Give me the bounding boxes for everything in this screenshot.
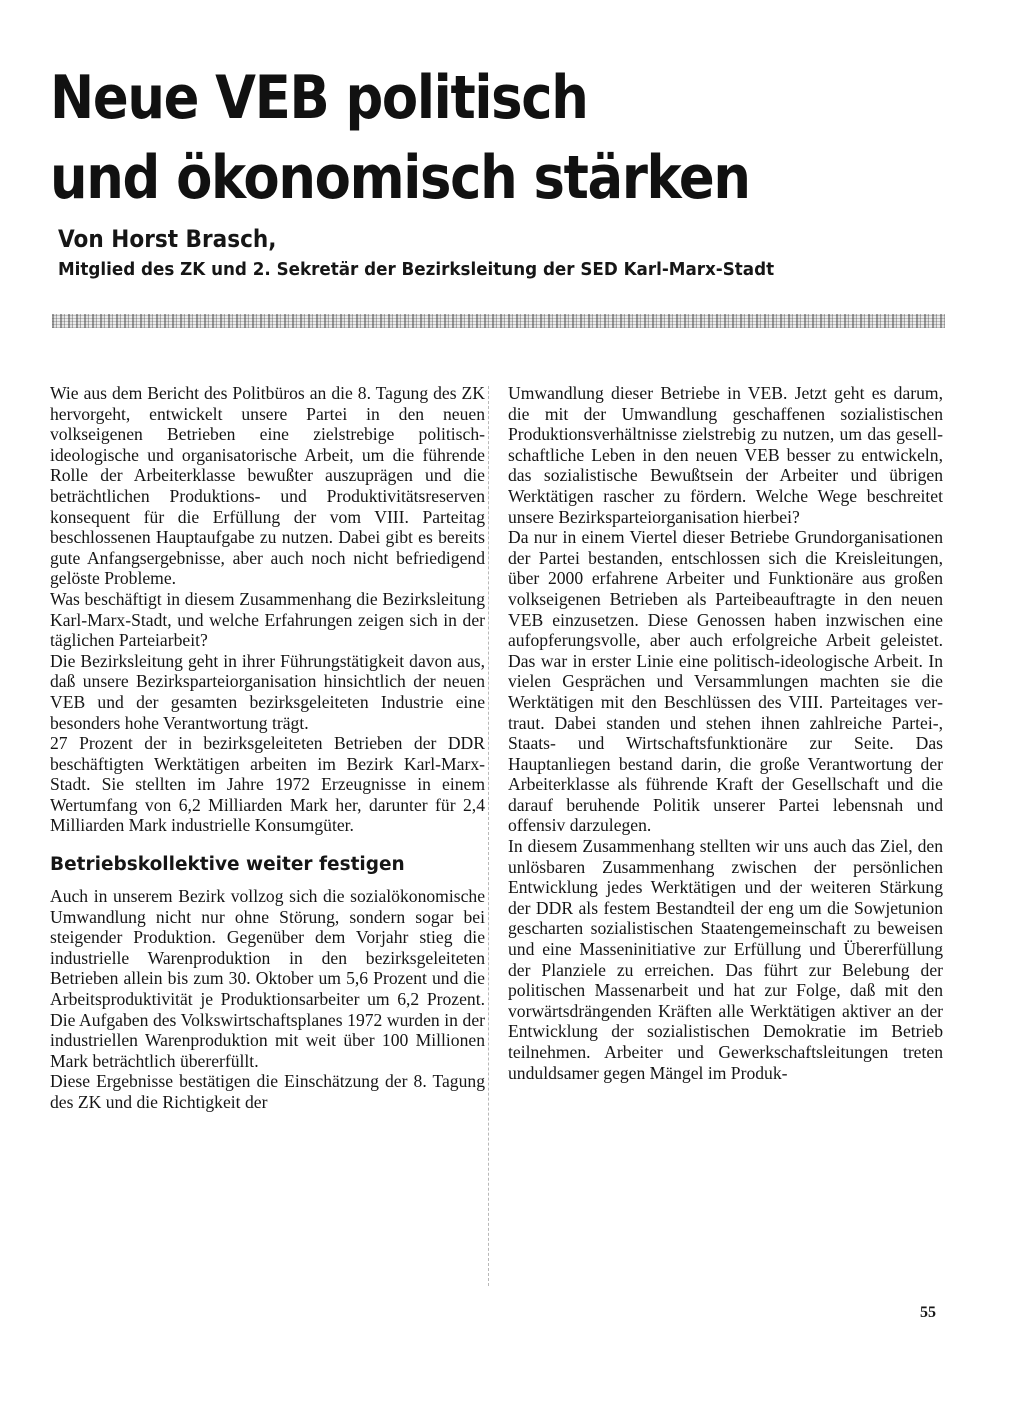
paragraph: Umwandlung dieser Betriebe in VEB. Jetzt geht es darum, die mit der Umwandlung geschaffenen sozialistischen Produktionsverhältnisse zielstrebig zu nutzen, um das gesellschaftliche Leben in den neuen VEB besser zu entwickeln, das sozialistische Bewußtsein der Arbeiter und übrigen Werktätigen rascher zu fördern. Welche Wege beschreitet unsere Bezirksparteiorganisation hierbei? <box>508 383 943 527</box>
headline-line-1: Neue VEB politisch <box>50 63 588 133</box>
section-heading: Betriebskollektive weiter festigen <box>50 854 405 876</box>
paragraph: Die Bezirksleitung geht in ihrer Führungstätigkeit davon aus, daß unsere Bezirksparteiorganisation hinsichtlich der neuen VEB und der gesamten bezirksgeleiteten Industrie eine besonders hohe Verantwortung trägt. <box>50 650 485 733</box>
paragraph: 27 Prozent der in bezirksgeleiteten Betrieben der DDR beschäftigten Werktätigen arbeiten im Bezirk Karl-Marx-Stadt. Sie stellten im Jahre 1972 Erzeugnisse in einem Wertumfang von 6,2 Milliarden Mark her, darunter für 2,4 Milliarden Mark industrielle Konsumgüter. <box>50 733 485 836</box>
paragraph: Da nur in einem Viertel dieser Betriebe Grundorganisationen der Partei bestanden, entschlossen sich die Kreisleitungen, über 2000 erfahrene Arbeiter und Funktionäre aus großen volkseigenen Betrieben als Parteibeauftragte in den neuen VEB einzusetzen. Diese Genossen haben inzwischen eine aufopferungsvolle, aber auch erfolgreiche Arbeit geleistet. Das war in erster Linie eine politisch-ideologische Arbeit. In vielen Gesprächen und Versammlungen machten sie die Werktätigen mit den Beschlüssen des VIII. Parteitages vertraut. Dabei standen und stehen ihnen zahlreiche Partei-, Staats- und Wirtschaftsfunktionäre zur Seite. Das Hauptanliegen bestand darin, die große Verantwortung der Arbeiterklasse als führende Kraft der Gesellschaft und die darauf beruhende Politik unserer Partei lebensnah und offensiv darzulegen. <box>508 527 943 836</box>
author-role: Mitglied des ZK und 2. Sekretär der Bezirksleitung der SED Karl-Marx-Stadt <box>58 259 775 280</box>
paragraph: Auch in unserem Bezirk vollzog sich die sozialökonomische Umwandlung nicht nur ohne Störung, sondern sogar bei steigender Produktion. Gegenüber dem Vorjahr stieg die industrielle Warenproduktion in den bezirksgeleiteten Betrieben allein bis zum 30. Oktober um 5,6 Prozent und die Arbeitsproduktivität je Produktionsarbeiter um 6,2 Prozent. Die Aufgaben des Volkswirtschaftsplanes 1972 wurden in der industriellen Warenproduktion mit weit über 100 Millionen Mark beträchtlich übererfüllt. <box>50 886 485 1071</box>
column-divider <box>488 386 489 1286</box>
left-column <box>50 383 485 1113</box>
decorative-rule <box>52 314 945 328</box>
headline <box>50 58 845 218</box>
paragraph: In diesem Zusammenhang stellten wir uns auch das Ziel, den unlösbaren Zusammenhang zwischen der persönlichen Entwicklung jedes Werktätigen und der weiteren Stärkung der DDR als festem Bestandteil der eng um die Sowjetunion gescharten sozialistischen Staatengemeinschaft zu beweisen und eine Masseninitiative zur Erfüllung und Übererfüllung der Planziele zu erreichen. Das führt zur Belebung der politischen Massenarbeit und hat zur Folge, daß mit den vorwärtsdrängenden Kräften alle Werktätigen aktiver an der Entwicklung der sozialistischen Demokratie im Betrieb teilnehmen. Arbeiter und Gewerkschaftsleitungen treten unduldsamer gegen Mängel im Produk- <box>508 836 943 1083</box>
author-name: Von Horst Brasch, <box>58 225 277 253</box>
byline <box>58 222 828 284</box>
page-number: 55 <box>920 1304 936 1321</box>
right-column <box>508 383 943 1083</box>
paragraph: Wie aus dem Bericht des Politbüros an die 8. Tagung des ZK hervorgeht, entwickelt unsere Partei in den neuen volkseigenen Betrieben eine zielstrebige politisch-ideologische und organisatorische Arbeit, um die führende Rolle der Arbeiterklasse bewußter auszuprägen und die beträchtlichen Produktions- und Produktivitätsreserven konsequent für die Erfüllung der vom VIII. Parteitag beschlossenen Hauptaufgabe zu nutzen. Dabei gibt es bereits gute Anfangsergebnisse, aber auch noch nicht befriedigend gelöste Probleme. <box>50 383 485 589</box>
paragraph: Was beschäftigt in diesem Zusammenhang die Bezirksleitung Karl-Marx-Stadt, und welche Erfahrungen zeigen sich in der täglichen Parteiarbeit? <box>50 588 485 651</box>
paragraph: Diese Ergebnisse bestätigen die Einschätzung der 8. Tagung des ZK und die Richtigkeit der <box>50 1071 485 1112</box>
headline-line-2: und ökonomisch stärken <box>50 143 750 213</box>
